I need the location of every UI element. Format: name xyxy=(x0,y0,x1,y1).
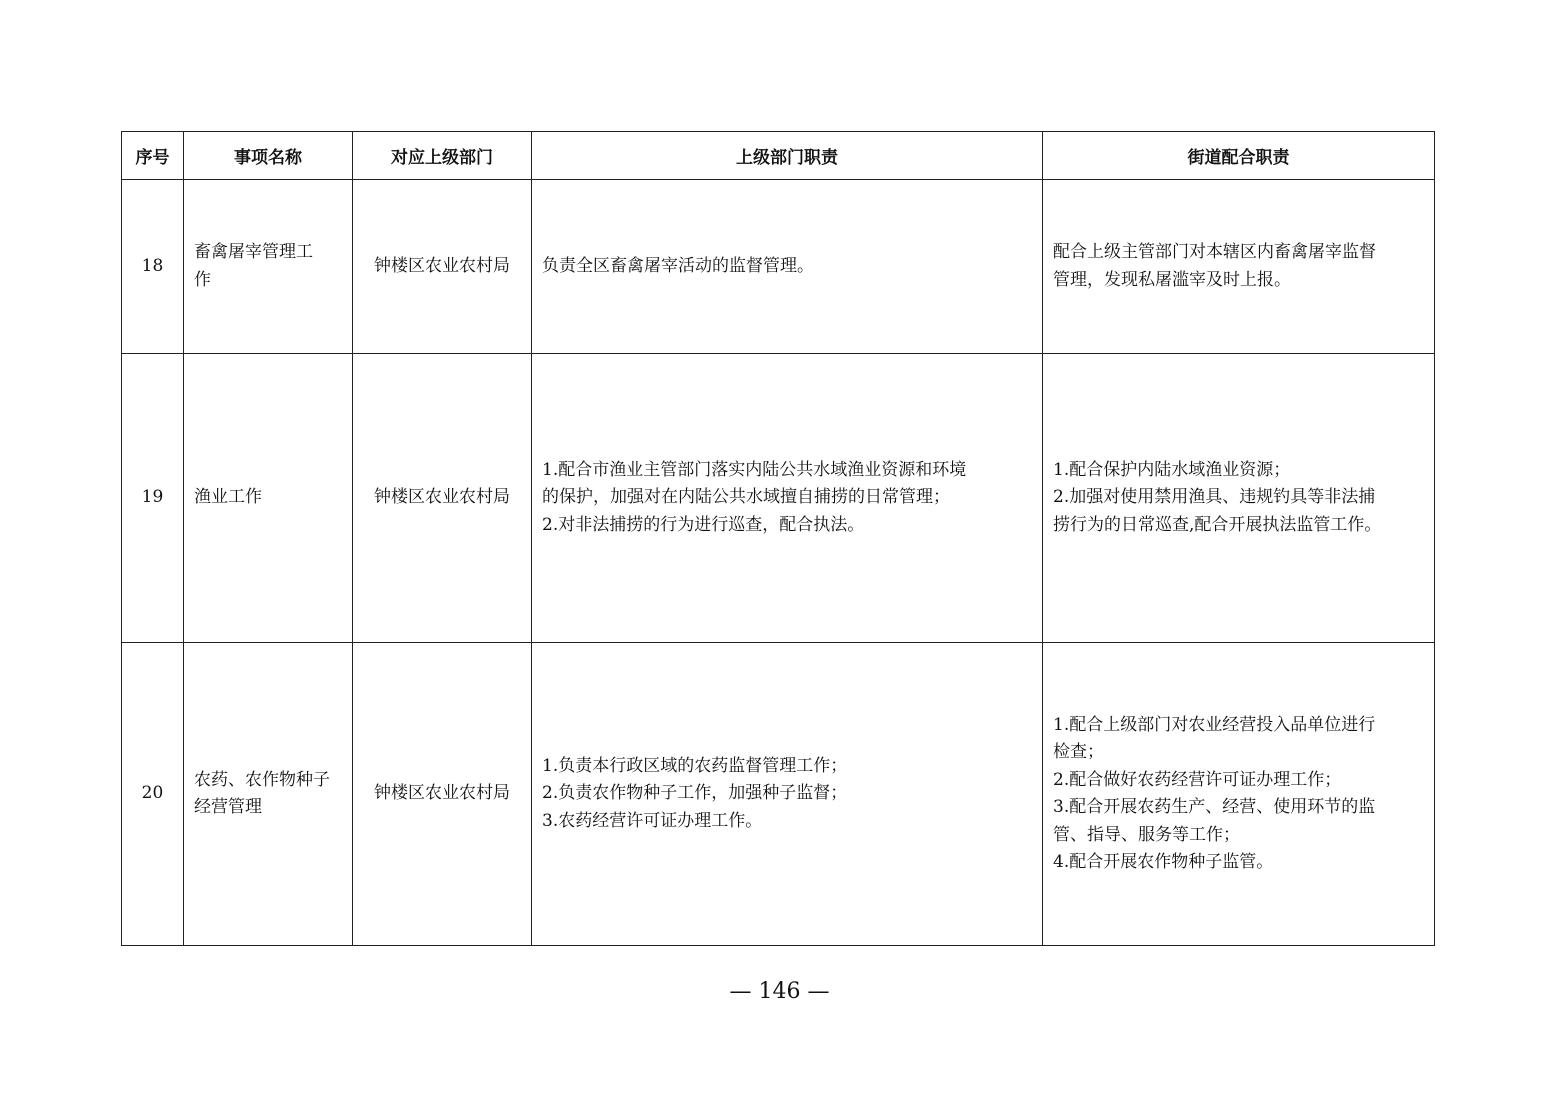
row-superior-duty: 1.负责本行政区域的农药监督管理工作； 2.负责农作物种子工作，加强种子监督； 3.农药经营许可证办理工作。 xyxy=(532,643,1043,946)
header-number: 序号 xyxy=(122,132,184,180)
page-number: — 146 — xyxy=(729,979,830,1004)
table-row xyxy=(122,643,1435,946)
row-number: 20 xyxy=(122,643,184,946)
row-superior-dept: 钟楼区农业农村局 xyxy=(353,354,532,643)
row-street-duty: 1.配合保护内陆水域渔业资源； 2.加强对使用禁用渔具、违规钓具等非法捕 捞行为的日常巡查,配合开展执法监管工作。 xyxy=(1043,354,1435,643)
row-item-name: 畜禽屠宰管理工 作 xyxy=(184,180,353,354)
row-item-name: 农药、农作物种子 经营管理 xyxy=(184,643,353,946)
responsibility-table xyxy=(121,131,1435,946)
header-row xyxy=(122,132,1435,180)
row-street-duty: 1.配合上级部门对农业经营投入品单位进行 检查； 2.配合做好农药经营许可证办理工作； 3.配合开展农药生产、经营、使用环节的监 管、指导、服务等工作； 4.配合开展农作物种子监管。 xyxy=(1043,643,1435,946)
header-item-name: 事项名称 xyxy=(184,132,353,180)
row-number: 18 xyxy=(122,180,184,354)
row-item-name: 渔业工作 xyxy=(184,354,353,643)
row-superior-duty: 负责全区畜禽屠宰活动的监督管理。 xyxy=(532,180,1043,354)
row-number: 19 xyxy=(122,354,184,643)
row-superior-dept: 钟楼区农业农村局 xyxy=(353,180,532,354)
row-superior-duty: 1.配合市渔业主管部门落实内陆公共水域渔业资源和环境 的保护，加强对在内陆公共水域擅自捕捞的日常管理； 2.对非法捕捞的行为进行巡查，配合执法。 xyxy=(532,354,1043,643)
header-street-duty: 街道配合职责 xyxy=(1043,132,1435,180)
header-superior-dept: 对应上级部门 xyxy=(353,132,532,180)
table-row xyxy=(122,354,1435,643)
table-row xyxy=(122,180,1435,354)
header-superior-duty: 上级部门职责 xyxy=(532,132,1043,180)
row-superior-dept: 钟楼区农业农村局 xyxy=(353,643,532,946)
row-street-duty: 配合上级主管部门对本辖区内畜禽屠宰监督 管理，发现私屠滥宰及时上报。 xyxy=(1043,180,1435,354)
